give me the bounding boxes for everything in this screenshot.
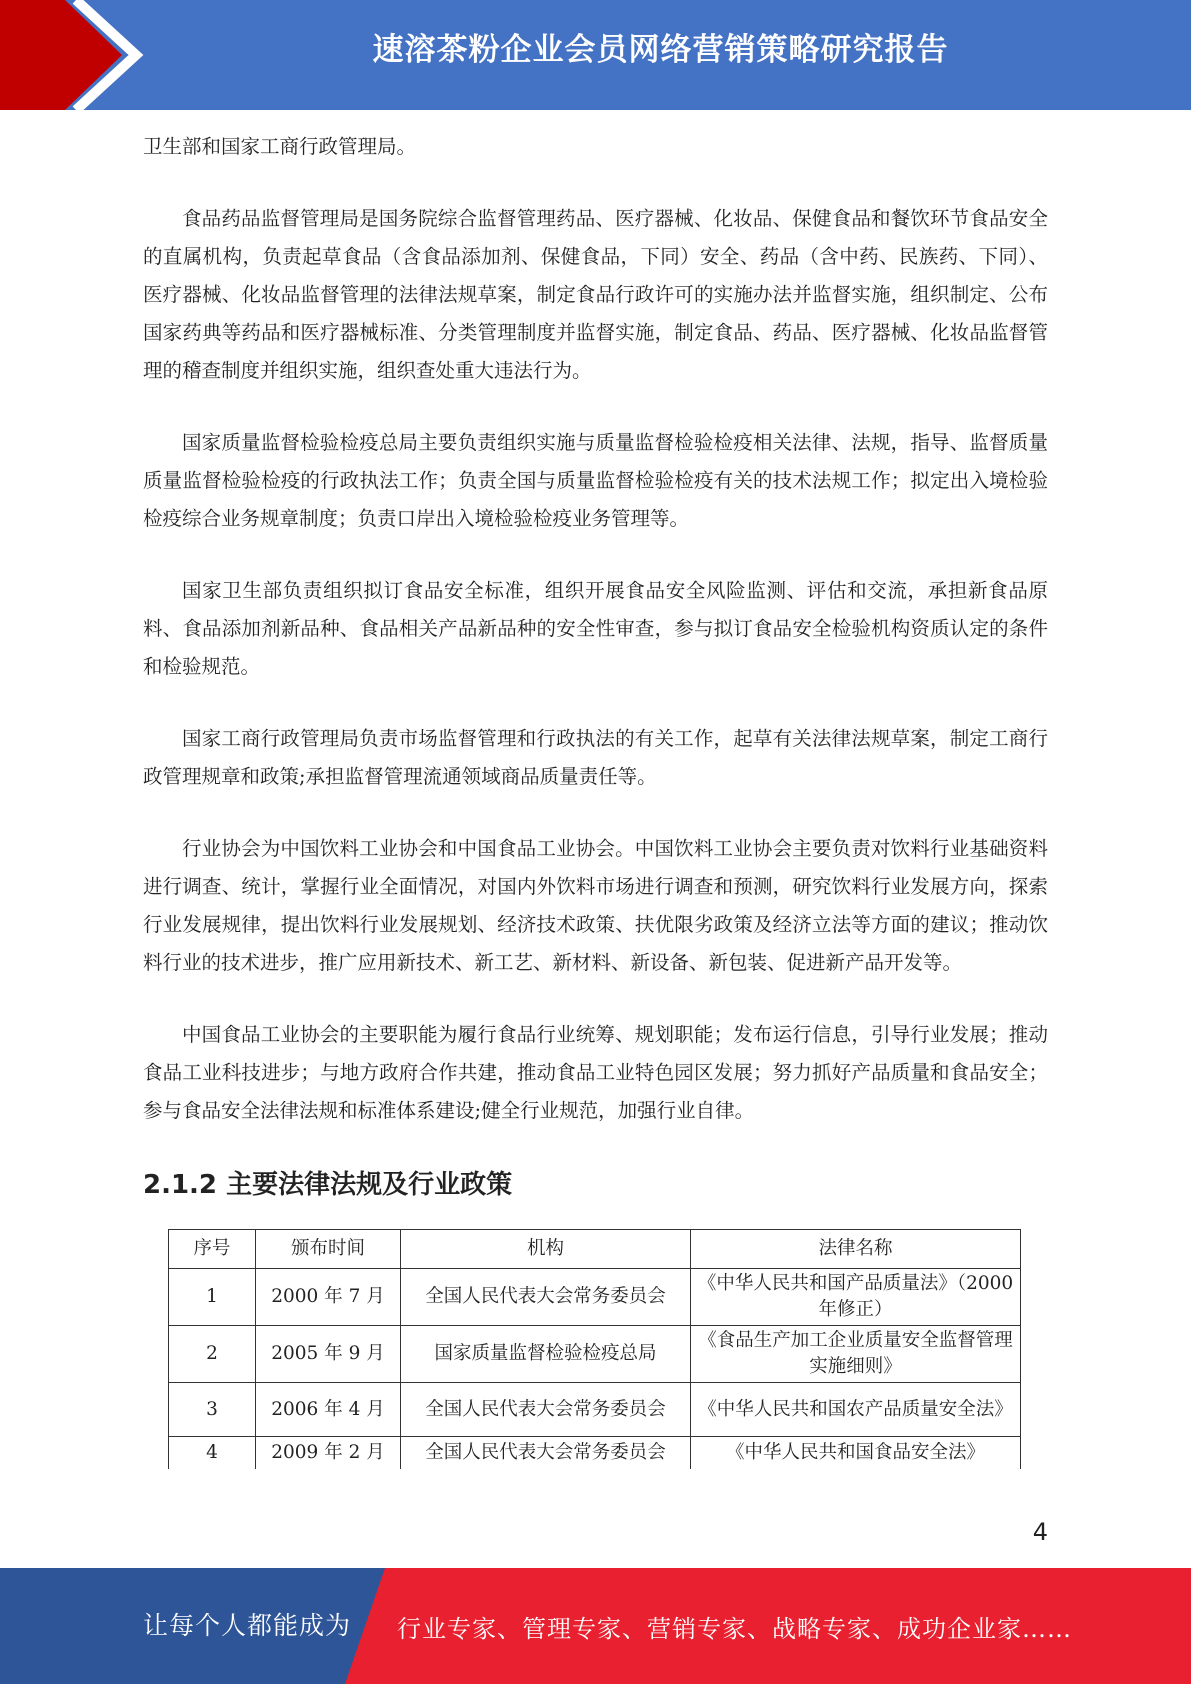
table-row bbox=[169, 1269, 1021, 1326]
column-header-index: 序号 bbox=[169, 1230, 256, 1269]
header-arrow-decoration bbox=[0, 0, 150, 110]
cell-law-name: 《中华人民共和国食品安全法》 bbox=[691, 1437, 1021, 1469]
cell-law-name: 《中华人民共和国农产品质量安全法》 bbox=[691, 1383, 1021, 1437]
section-heading: 2.1.2 主要法律法规及行业政策 bbox=[143, 1170, 513, 1200]
cell-index: 3 bbox=[169, 1383, 256, 1437]
paragraph-quality-inspection: 国家质量监督检验检疫总局主要负责组织实施与质量监督检验检疫相关法律、法规，指导、监督质量质量监督检验检疫的行政执法工作；负责全国与质量监督检验检疫有关的技术法规工作；拟定出入境检验检疫综合业务规章制度；负责口岸出入境检验检疫业务管理等。 bbox=[143, 431, 1048, 530]
cell-date: 2006 年 4 月 bbox=[256, 1383, 401, 1437]
column-header-agency: 机构 bbox=[401, 1230, 691, 1269]
paragraph-continuation: 卫生部和国家工商行政管理局。 bbox=[143, 135, 417, 158]
paragraph-ministry-of-health: 国家卫生部负责组织拟订食品安全标准，组织开展食品安全风险监测、评估和交流，承担新食品原料、食品添加剂新品种、食品相关产品新品种的安全性审查，参与拟订食品安全检验机构资质认定的条件和检验规范。 bbox=[143, 579, 1048, 678]
cell-law-name: 《食品生产加工企业质量安全监督管理实施细则》 bbox=[691, 1326, 1021, 1383]
column-header-date: 颁布时间 bbox=[256, 1230, 401, 1269]
cell-index: 4 bbox=[169, 1437, 256, 1469]
page-content bbox=[143, 128, 1048, 1469]
table-row bbox=[169, 1326, 1021, 1383]
paragraph-industry-commerce: 国家工商行政管理局负责市场监督管理和行政执法的有关工作，起草有关法律法规草案，制定工商行政管理规章和政策;承担监督管理流通领域商品质量责任等。 bbox=[143, 727, 1048, 788]
cell-law-name: 《中华人民共和国产品质量法》（2000 年修正） bbox=[691, 1269, 1021, 1326]
table-row bbox=[169, 1383, 1021, 1437]
cell-index: 1 bbox=[169, 1269, 256, 1326]
cell-index: 2 bbox=[169, 1326, 256, 1383]
table-header-row bbox=[169, 1230, 1021, 1269]
paragraph-food-association: 中国食品工业协会的主要职能为履行食品行业统筹、规划职能；发布运行信息，引导行业发展；推动食品工业科技进步；与地方政府合作共建，推动食品工业特色园区发展；努力抓好产品质量和食品安全；参与食品安全法律法规和标准体系建设;健全行业规范，加强行业自律。 bbox=[143, 1023, 1048, 1122]
cell-agency: 全国人民代表大会常务委员会 bbox=[401, 1269, 691, 1326]
page-number: 4 bbox=[1032, 1518, 1048, 1546]
paragraph-beverage-association: 行业协会为中国饮料工业协会和中国食品工业协会。中国饮料工业协会主要负责对饮料行业基础资料进行调查、统计，掌握行业全面情况，对国内外饮料市场进行调查和预测，研究饮料行业发展方向，探索行业发展规律，提出饮料行业发展规划、经济技术政策、扶优限劣政策及经济立法等方面的建议；推动饮料行业的技术进步，推广应用新技术、新工艺、新材料、新设备、新包装、促进新产品开发等。 bbox=[143, 837, 1048, 974]
column-header-law-name: 法律名称 bbox=[691, 1230, 1021, 1269]
cell-date: 2005 年 9 月 bbox=[256, 1326, 401, 1383]
cell-agency: 全国人民代表大会常务委员会 bbox=[401, 1383, 691, 1437]
cell-date: 2009 年 2 月 bbox=[256, 1437, 401, 1469]
laws-table bbox=[168, 1229, 1021, 1469]
cell-agency: 全国人民代表大会常务委员会 bbox=[401, 1437, 691, 1469]
footer-slogan-right: 行业专家、管理专家、营销专家、战略专家、成功企业家…… bbox=[397, 1615, 1072, 1643]
page-footer bbox=[0, 1568, 1191, 1684]
page-header bbox=[0, 0, 1191, 110]
footer-slogan-left: 让每个人都能成为 bbox=[143, 1611, 352, 1640]
report-title: 速溶茶粉企业会员网络营销策略研究报告 bbox=[372, 32, 949, 68]
cell-date: 2000 年 7 月 bbox=[256, 1269, 401, 1326]
table-row bbox=[169, 1437, 1021, 1469]
paragraph-food-drug-administration: 食品药品监督管理局是国务院综合监督管理药品、医疗器械、化妆品、保健食品和餐饮环节食品安全的直属机构，负责起草食品（含食品添加剂、保健食品，下同）安全、药品（含中药、民族药、下同）、医疗器械、化妆品监督管理的法律法规草案，制定食品行政许可的实施办法并监督实施，组织制定、公布国家药典等药品和医疗器械标准、分类管理制度并监督实施，制定食品、药品、医疗器械、化妆品监督管理的稽查制度并组织实施，组织查处重大违法行为。 bbox=[143, 207, 1048, 382]
cell-agency: 国家质量监督检验检疫总局 bbox=[401, 1326, 691, 1383]
